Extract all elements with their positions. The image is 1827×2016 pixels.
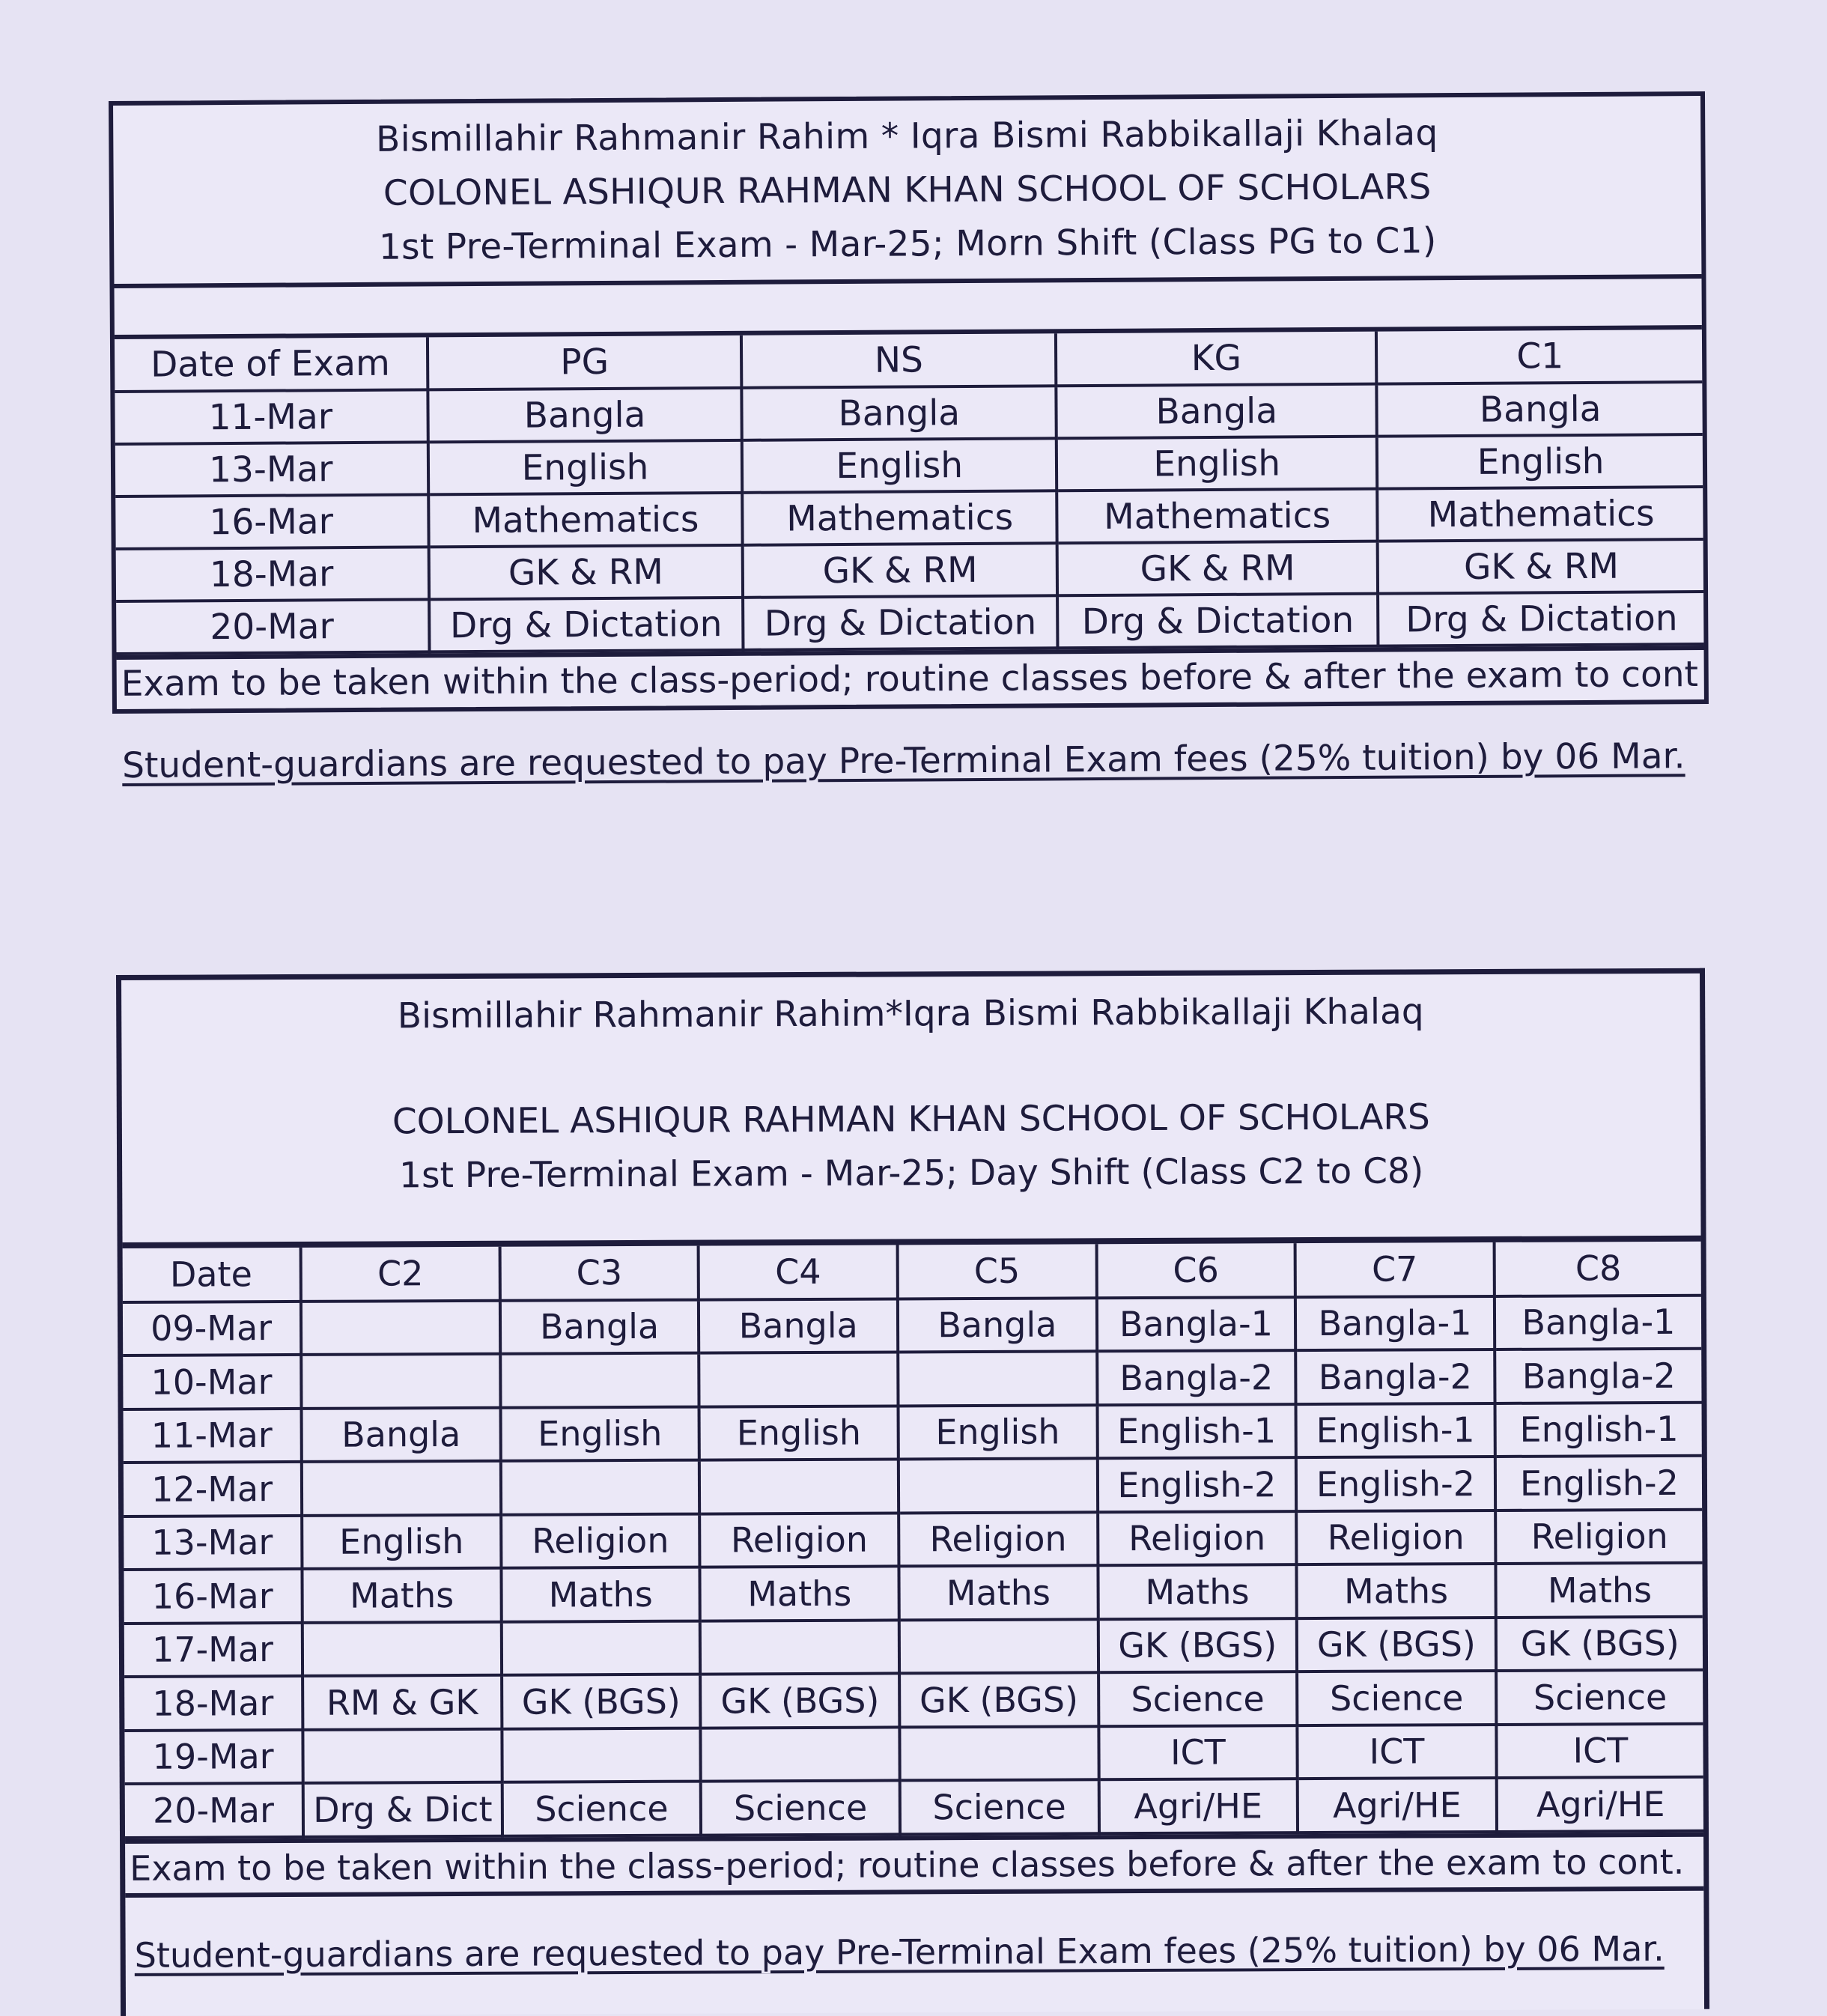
table-header-row bbox=[115, 330, 1702, 392]
subject-cell: ICT bbox=[1098, 1725, 1298, 1780]
subject-cell: Science bbox=[502, 1782, 702, 1836]
subject-cell: Science bbox=[900, 1779, 1099, 1834]
subject-cell: English bbox=[1377, 434, 1703, 489]
subject-cell: Mathematics bbox=[1057, 489, 1378, 544]
date-cell: 09-Mar bbox=[123, 1301, 302, 1355]
blank-row bbox=[115, 279, 1702, 339]
subject-cell: ICT bbox=[1496, 1723, 1703, 1778]
column-header-date: Date of Exam bbox=[115, 337, 428, 392]
subject-cell: Bangla-2 bbox=[1097, 1350, 1296, 1405]
subject-cell: Bangla bbox=[699, 1299, 898, 1353]
table-header-row bbox=[123, 1242, 1701, 1302]
subject-cell: English-1 bbox=[1097, 1404, 1296, 1459]
table-row bbox=[124, 1670, 1703, 1731]
subject-cell: Bangla bbox=[302, 1407, 501, 1462]
table-row bbox=[123, 1349, 1701, 1409]
subject-cell: Drg & Dictation bbox=[1378, 592, 1703, 646]
table-row bbox=[124, 1616, 1703, 1677]
date-cell: 13-Mar bbox=[115, 442, 428, 497]
subject-cell: GK & RM bbox=[1378, 539, 1703, 594]
subject-cell bbox=[899, 1619, 1098, 1674]
subject-cell: GK (BGS) bbox=[502, 1675, 701, 1729]
subject-cell: Bangla bbox=[500, 1299, 699, 1354]
subject-cell: Drg & Dictation bbox=[1057, 594, 1378, 649]
subject-cell: Maths bbox=[1297, 1564, 1496, 1618]
subject-cell: English-2 bbox=[1097, 1457, 1296, 1512]
subject-cell: Bangla bbox=[898, 1298, 1097, 1352]
exam-note: Exam to be taken within the class-period; routine classes before & after the exam to cont bbox=[117, 646, 1704, 709]
subject-cell: Bangla bbox=[428, 388, 742, 443]
subject-cell bbox=[699, 1352, 899, 1406]
fee-notice: Student-guardians are requested to pay Pre-Terminal Exam fees (25% tuition) by 06 Mar. bbox=[122, 735, 1685, 786]
subject-cell: Mathematics bbox=[428, 493, 743, 547]
table-row bbox=[115, 434, 1703, 497]
subject-cell: GK (BGS) bbox=[1098, 1618, 1297, 1673]
blessing-line: Bismillahir Rahmanir Rahim * Iqra Bismi Rabbikallaji Khalaq bbox=[375, 112, 1438, 160]
column-header-c4: C4 bbox=[699, 1245, 898, 1299]
subject-cell: English-1 bbox=[1495, 1402, 1702, 1457]
subject-cell bbox=[301, 1300, 500, 1355]
exam-note: Exam to be taken within the class-period; routine classes before & after the exam to cont. bbox=[125, 1832, 1703, 1897]
subject-cell: Religion bbox=[1495, 1509, 1703, 1564]
subject-cell: Maths bbox=[501, 1567, 700, 1622]
subject-cell: Religion bbox=[700, 1513, 899, 1567]
subject-cell: English-2 bbox=[1296, 1457, 1495, 1511]
subject-cell: Bangla-1 bbox=[1295, 1296, 1495, 1350]
subject-cell: Drg & Dict bbox=[303, 1782, 502, 1837]
subject-cell: Science bbox=[1098, 1672, 1298, 1726]
subject-cell: GK & RM bbox=[743, 543, 1057, 598]
subject-cell: Bangla bbox=[1056, 384, 1377, 439]
subject-cell: English-1 bbox=[1296, 1403, 1495, 1457]
subject-cell: Maths bbox=[899, 1565, 1098, 1620]
date-cell: 16-Mar bbox=[115, 494, 428, 549]
subject-cell: Religion bbox=[899, 1512, 1098, 1567]
exam-title: 1st Pre-Terminal Exam - Mar-25; Day Shift (Class C2 to C8) bbox=[398, 1150, 1424, 1197]
table-row bbox=[124, 1723, 1703, 1784]
subject-cell: Science bbox=[1297, 1671, 1496, 1725]
subject-cell bbox=[301, 1354, 500, 1409]
subject-cell bbox=[501, 1460, 700, 1515]
subject-cell: English bbox=[428, 440, 742, 495]
date-cell: 20-Mar bbox=[116, 599, 429, 654]
subject-cell: Maths bbox=[700, 1566, 899, 1621]
table-row bbox=[123, 1295, 1701, 1355]
subject-cell: English bbox=[699, 1406, 899, 1460]
subject-cell: Drg & Dictation bbox=[429, 598, 744, 652]
subject-cell bbox=[502, 1621, 701, 1675]
column-header-c3: C3 bbox=[499, 1246, 699, 1301]
subject-cell: English-2 bbox=[1495, 1456, 1703, 1511]
subject-cell: Religion bbox=[501, 1513, 700, 1568]
date-cell: 16-Mar bbox=[124, 1569, 303, 1624]
subject-cell: Bangla-2 bbox=[1495, 1349, 1702, 1403]
column-header-c1: C1 bbox=[1376, 330, 1702, 384]
column-header-pg: PG bbox=[428, 336, 742, 390]
subject-cell: Bangla bbox=[1377, 382, 1703, 437]
subject-cell bbox=[899, 1458, 1098, 1513]
subject-cell: ICT bbox=[1298, 1724, 1497, 1779]
subject-cell bbox=[502, 1728, 701, 1782]
table-row bbox=[115, 487, 1703, 549]
table-row bbox=[124, 1402, 1702, 1463]
subject-cell: Agri/HE bbox=[1298, 1778, 1497, 1833]
subject-cell bbox=[699, 1459, 899, 1513]
subject-cell: English bbox=[742, 438, 1057, 493]
date-cell: 10-Mar bbox=[123, 1355, 302, 1409]
subject-cell: Mathematics bbox=[1378, 487, 1703, 541]
column-header-c6: C6 bbox=[1096, 1243, 1295, 1298]
subject-cell: Religion bbox=[1098, 1511, 1297, 1566]
subject-cell: RM & GK bbox=[303, 1675, 502, 1730]
date-cell: 12-Mar bbox=[124, 1462, 303, 1516]
fee-notice: Student-guardians are requested to pay Pre-Terminal Exam fees (25% tuition) by 06 Mar. bbox=[134, 1928, 1665, 1976]
subject-cell: Religion bbox=[1296, 1510, 1495, 1564]
subject-cell: English bbox=[899, 1405, 1098, 1460]
column-header-ns: NS bbox=[741, 333, 1056, 388]
subject-cell: English bbox=[302, 1514, 501, 1569]
date-cell: 19-Mar bbox=[124, 1729, 303, 1784]
column-header-c2: C2 bbox=[301, 1247, 500, 1302]
date-cell: 20-Mar bbox=[125, 1783, 304, 1838]
subject-cell bbox=[302, 1461, 501, 1516]
morning-routine-header bbox=[113, 96, 1701, 288]
blessing-line: Bismillahir Rahmanir Rahim*Iqra Bismi Rabbikallaji Khalaq bbox=[397, 991, 1424, 1037]
subject-cell: Agri/HE bbox=[1098, 1779, 1298, 1833]
subject-cell: GK (BGS) bbox=[700, 1673, 899, 1728]
subject-cell: English bbox=[500, 1406, 699, 1461]
subject-cell: GK & RM bbox=[428, 545, 743, 600]
subject-cell: Maths bbox=[303, 1568, 502, 1623]
school-name: COLONEL ASHIQUR RAHMAN KHAN SCHOOL OF SCHOLARS bbox=[383, 166, 1432, 214]
exam-title: 1st Pre-Terminal Exam - Mar-25; Morn Shift (Class PG to C1) bbox=[378, 220, 1437, 268]
subject-cell: English bbox=[1057, 437, 1378, 491]
subject-cell bbox=[303, 1728, 502, 1783]
table-row bbox=[124, 1509, 1702, 1570]
subject-cell bbox=[500, 1353, 699, 1408]
subject-cell: Bangla-1 bbox=[1096, 1297, 1295, 1352]
column-header-c7: C7 bbox=[1295, 1242, 1495, 1297]
subject-cell: Bangla-2 bbox=[1295, 1349, 1495, 1404]
subject-cell bbox=[701, 1727, 900, 1782]
subject-cell: Science bbox=[701, 1780, 900, 1835]
subject-cell: Maths bbox=[1098, 1564, 1297, 1619]
date-cell: 11-Mar bbox=[115, 389, 428, 444]
table-row bbox=[116, 592, 1703, 654]
morning-shift-routine bbox=[109, 91, 1709, 714]
column-header-c8: C8 bbox=[1494, 1242, 1701, 1296]
day-exam-table bbox=[123, 1242, 1703, 1839]
date-cell: 18-Mar bbox=[116, 547, 429, 601]
date-cell: 17-Mar bbox=[124, 1622, 303, 1677]
subject-cell: Mathematics bbox=[743, 491, 1057, 545]
subject-cell: Bangla bbox=[742, 386, 1057, 440]
school-name: COLONEL ASHIQUR RAHMAN KHAN SCHOOL OF SCHOLARS bbox=[392, 1096, 1430, 1143]
subject-cell: Maths bbox=[1495, 1563, 1703, 1618]
column-header-c5: C5 bbox=[898, 1244, 1097, 1299]
column-header-date: Date bbox=[123, 1248, 302, 1302]
table-row bbox=[125, 1777, 1703, 1838]
fee-notice-row bbox=[125, 1890, 1704, 2009]
table-row bbox=[116, 539, 1703, 601]
subject-cell bbox=[700, 1620, 899, 1675]
subject-cell bbox=[899, 1726, 1098, 1781]
morning-exam-table bbox=[115, 330, 1704, 655]
subject-cell: Agri/HE bbox=[1496, 1777, 1703, 1832]
date-cell: 11-Mar bbox=[124, 1408, 303, 1463]
date-cell: 18-Mar bbox=[124, 1676, 303, 1731]
table-row bbox=[115, 382, 1702, 444]
date-cell: 13-Mar bbox=[124, 1515, 303, 1570]
subject-cell: Drg & Dictation bbox=[743, 595, 1057, 650]
subject-cell bbox=[898, 1351, 1097, 1406]
subject-cell bbox=[303, 1621, 502, 1676]
subject-cell: GK (BGS) bbox=[899, 1672, 1098, 1727]
subject-cell: GK & RM bbox=[1057, 541, 1378, 596]
table-row bbox=[124, 1563, 1702, 1624]
day-routine-header bbox=[121, 974, 1701, 1248]
table-row bbox=[124, 1456, 1702, 1516]
subject-cell: Bangla-1 bbox=[1495, 1295, 1702, 1349]
column-header-kg: KG bbox=[1056, 332, 1377, 386]
subject-cell: GK (BGS) bbox=[1496, 1616, 1703, 1671]
subject-cell: Science bbox=[1496, 1670, 1703, 1725]
day-shift-routine bbox=[116, 968, 1709, 2016]
subject-cell: GK (BGS) bbox=[1297, 1617, 1496, 1672]
